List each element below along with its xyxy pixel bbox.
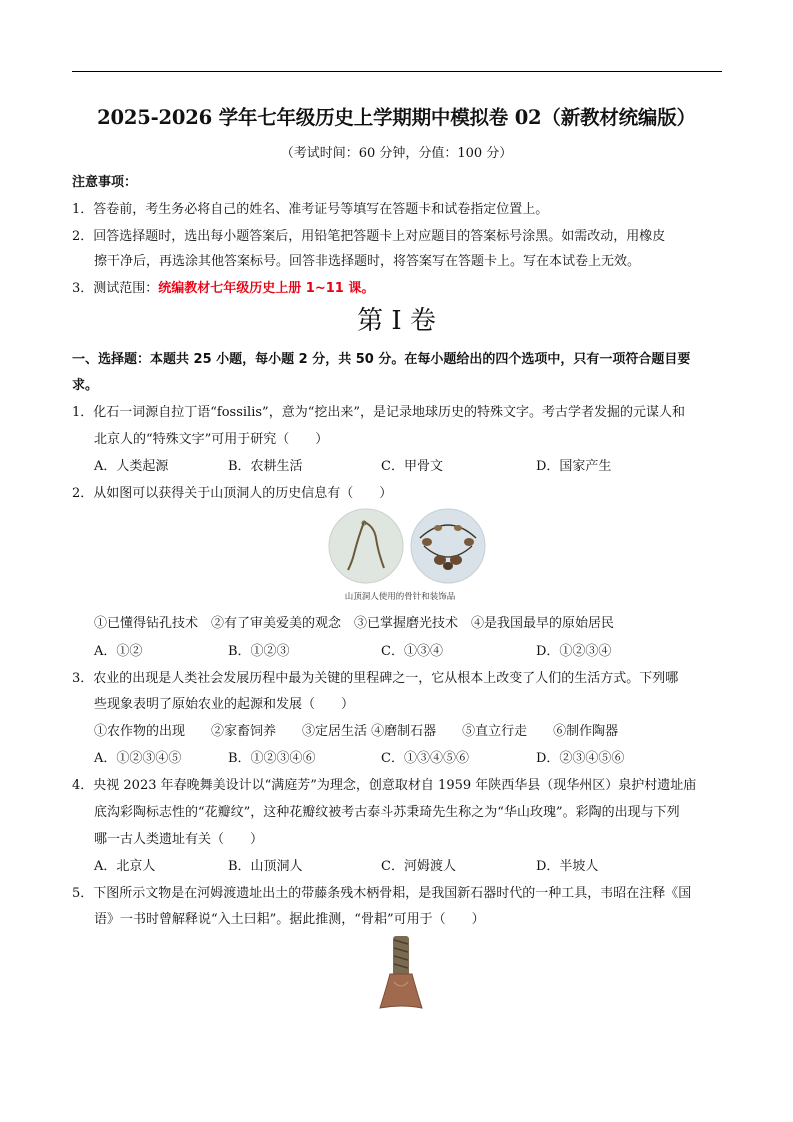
ornament-pendant-icon xyxy=(443,562,453,570)
q3-statements: ①农作物的出现 ②家畜饲养 ③定居生活 ④磨制石器 ⑤直立行走 ⑥制作陶器 xyxy=(94,724,619,739)
notice-heading: 注意事项： xyxy=(72,175,138,190)
ornament-bead-icon xyxy=(422,538,432,546)
q4-option-b: B．山顶洞人 xyxy=(228,859,303,874)
section-instructions: 一、选择题：本题共 25 小题，每小题 2 分，共 50 分。在每小题给出的四个选项中，只有一项符合题目要 xyxy=(72,352,691,367)
q2-statements: ①已懂得钻孔技术 ②有了审美爱美的观念 ③已掌握磨光技术 ④是我国最早的原始居民 xyxy=(94,616,615,631)
top-rule xyxy=(72,71,722,72)
exam-subtitle: （考试时间：60 分钟，分值：100 分） xyxy=(280,146,513,161)
q1-option-a: A．人类起源 xyxy=(94,459,169,474)
q3-option-a: A．①②③④⑤ xyxy=(94,751,182,766)
q2-option-b: B．①②③ xyxy=(228,644,290,659)
q3-stem: 3．农业的出现是人类社会发展历程中最为关键的里程碑之一，它从根本上改变了人们的生活方式。下列哪 xyxy=(72,671,679,686)
notice-item-3-prefix: 3．测试范围： xyxy=(72,281,159,296)
ornament-bead-icon xyxy=(434,525,442,531)
q2-stem: 2．从如图可以获得关于山顶洞人的历史信息有（ ） xyxy=(72,486,393,501)
q3-stem-cont: 些现象表明了原始农业的起源和发展（ ） xyxy=(94,697,355,712)
q1-option-c: C．甲骨文 xyxy=(381,459,443,474)
q5-stem-cont: 语》一书时曾解释说“入土曰耜”。据此推测，“骨耜”可用于（ ） xyxy=(94,912,485,927)
volume-title: 第 I 卷 xyxy=(357,306,436,336)
exam-title: 2025-2026 学年七年级历史上学期期中模拟卷 02（新教材统编版） xyxy=(97,106,696,129)
ornament-bead-icon xyxy=(464,538,474,546)
q4-stem-cont: 底沟彩陶标志性的“花瓣纹”，这种花瓣纹被考古泰斗苏秉琦先生称之为“华山玫瑰”。彩陶的出现与下列 xyxy=(94,805,680,820)
notice-item-2-cont: 擦干净后，再选涂其他答案标号。回答非选择题时，将答案写在答题卡上。写在本试卷上无效。 xyxy=(94,254,641,269)
ornament-bead-icon xyxy=(454,525,462,531)
bone-needle-ornaments-image xyxy=(328,508,488,588)
q1-option-d: D．国家产生 xyxy=(536,459,612,474)
q1-stem: 1．化石一词源自拉丁语“fossilis”，意为“挖出来”，是记录地球历史的特殊文字。考古学者发掘的元谋人和 xyxy=(72,405,685,420)
q3-option-d: D．②③④⑤⑥ xyxy=(536,751,625,766)
q5-stem: 5．下图所示文物是在河姆渡遗址出土的带藤条残木柄骨耜，是我国新石器时代的一种工具，韦昭在注释《国 xyxy=(72,886,692,901)
ornaments-disc xyxy=(411,509,485,583)
test-scope-highlight: 统编教材七年级历史上册 1~11 课。 xyxy=(158,281,375,296)
q4-stem-cont-2: 哪一古人类遗址有关（ ） xyxy=(94,832,264,847)
q4-stem: 4．央视 2023 年春晚舞美设计以“满庭芳”为理念，创意取材自 1959 年陕西华县（现华州区）泉护村遗址庙 xyxy=(72,778,697,793)
notice-item-1: 1．答卷前，考生务必将自己的姓名、准考证号等填写在答题卡和试卷指定位置上。 xyxy=(72,202,549,217)
q1-option-b: B．农耕生活 xyxy=(228,459,303,474)
section-instructions-cont: 求。 xyxy=(72,378,99,393)
bone-spade-image xyxy=(376,934,426,1014)
q2-option-d: D．①②③④ xyxy=(536,644,612,659)
bone-spade-blade-icon xyxy=(380,974,422,1008)
q4-option-c: C．河姆渡人 xyxy=(381,859,456,874)
q3-option-b: B．①②③④⑥ xyxy=(228,751,316,766)
q3-option-c: C．①③④⑤⑥ xyxy=(381,751,469,766)
q2-option-c: C．①③④ xyxy=(381,644,443,659)
bone-needle-disc xyxy=(329,509,403,583)
q2-image-caption: 山顶洞人使用的骨针和装饰品 xyxy=(344,592,456,602)
q4-option-a: A．北京人 xyxy=(94,859,156,874)
q2-option-a: A．①② xyxy=(94,644,143,659)
q4-option-d: D．半坡人 xyxy=(536,859,599,874)
q1-stem-cont: 北京人的“特殊文字”可用于研究（ ） xyxy=(94,432,329,447)
notice-item-2: 2．回答选择题时，选出每小题答案后，用铅笔把答题卡上对应题目的答案标号涂黑。如需改动，用橡皮 xyxy=(72,229,666,244)
notice-item-3 xyxy=(72,277,374,296)
